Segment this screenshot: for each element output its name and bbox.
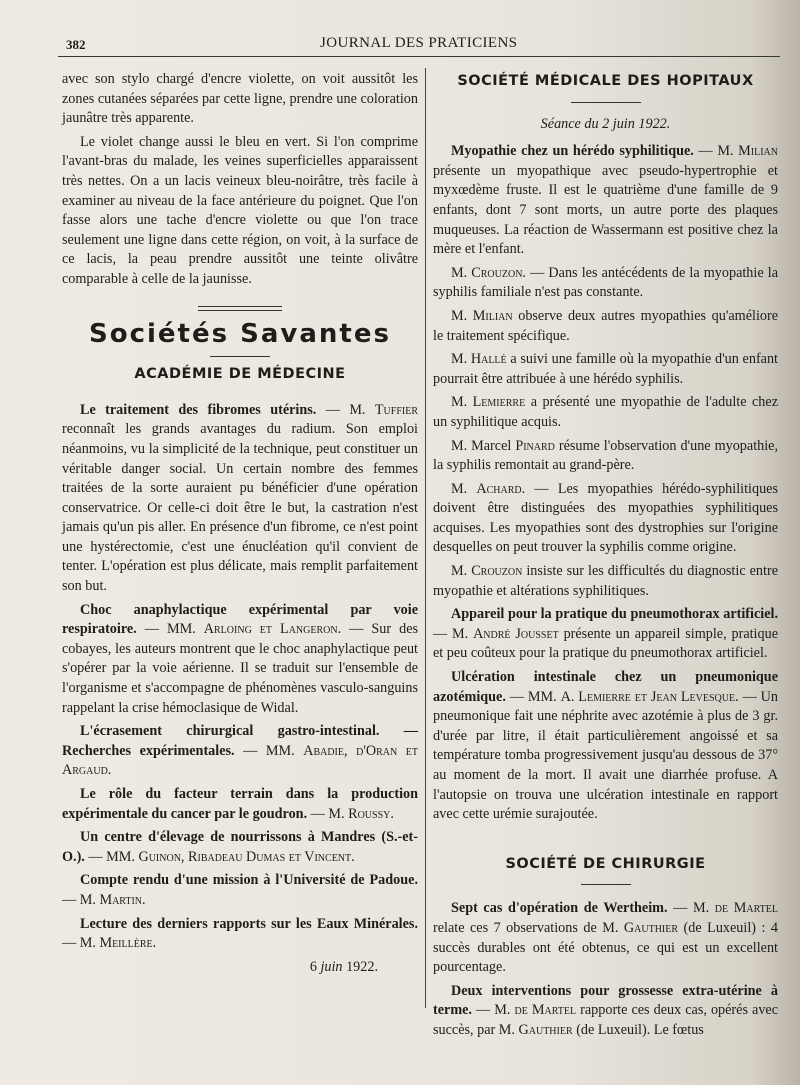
article-text: a suivi une famille où la myopathie d'un enfant pourrait être attribuée à une hérédo syphilis.: [433, 351, 778, 387]
title-rule: [210, 356, 270, 357]
article-text: présente un myopathique avec pseudo-hypertrophie et myxœdème fruste. Il est le quatrième d'une famille de 9 enfants, dont 7 sont morts, un autre porte des plaques muqueuses. La réaction de Wassermann est positive chez la mère et l'enfant.: [433, 162, 778, 258]
page-number: 382: [66, 37, 86, 52]
column-divider: [425, 68, 426, 1008]
author-name: André Jousset: [473, 625, 559, 642]
article-milian-2: M. Milian observe deux autres myopathies qu'améliore le traitement spécifique.: [433, 307, 779, 344]
seance-date: Séance du 2 juin 1922.: [540, 115, 671, 132]
article-achard: M. Achard. — Les myopathies hérédo-syphilitiques doivent être distinguées des myopathies syphilitiques acquises. Les myopathies sont des dystrophies sur l'origine desquelles on peut trouver la syphilis comme origine.: [433, 480, 778, 556]
article-title: Deux interventions pour grossesse extra-utérine à terme.: [433, 982, 778, 1019]
article-halle: M. Hallé a suivi une famille où la myopathie d'un enfant pourrait être attribuée à une hérédo syphilis.: [433, 351, 778, 387]
article-title: Un centre d'élevage de nourrissons à Mandres (S.-et-O.).: [62, 829, 418, 865]
article-fibromes: Le traitement des fibromes utérins. — M. Tuffier reconnaît les grands avantages du radium. Son emploi néanmoins, vu la simplicité de la technique, peut constituer un véritable danger social. Un certain nombre des femmes traitées de la sorte auraient pu bénéficier d'une opération conservatrice. Or celle-ci doit être le but, la castration n'est jamais qu'un pis aller. En présence d'un fibrome, ce n'est point une hystérectomie, c'est une énucléation qu'il convient de tenter. L'opération est plus délicate, mais remplit parfaitement son but.: [62, 401, 419, 595]
article-myopathie: Myopathie chez un hérédo syphilitique. — M. Milian présente un myopathique avec pseudo-hypertrophie et myxœdème fruste. Il est le quatrième d'une famille de 9 enfants, dont 7 sont morts, un autre porte des plaques muqueuses. La réaction de Wassermann est positive chez la mère et l'enfant.: [433, 143, 778, 258]
article-compte: Compte rendu d'une mission à l'Université de Padoue. — M. Martin.: [62, 872, 418, 908]
author-name: Crouzon: [471, 563, 523, 580]
author-name: Hallé: [470, 351, 507, 368]
title-rule: [581, 884, 631, 885]
article-text: Dans les antécédents de la myopathie la syphilis familiale n'est pas constante.: [433, 264, 778, 301]
article-text: (de Luxeuil). Le fœtus: [576, 1021, 704, 1038]
article-text: Un pneumonique fait une néphrite avec azotémie à plus de 3 gr. d'urée par litre, il était particulièrement angoissé et sa température tomba progressivement jusqu'au dessous de 37° au moment de la mort. Il avait une diarrhée profuse. A l'autopsie on trouva une ulcération intestinale en rapport avec cette urémie surajoutée.: [433, 688, 779, 823]
article-title: Ulcération intestinale chez un pneumonique azotémique.: [433, 669, 778, 705]
author-name: Pinard: [515, 437, 555, 454]
author-name: Tuffier: [374, 401, 419, 418]
chirurgie-title: SOCIÉTÉ DE CHIRURGIE: [505, 855, 706, 872]
article-text: rapporte ces deux cas, opérés avec succès, par M.: [433, 1002, 779, 1038]
article-ulceration: Ulcération intestinale chez un pneumonique azotémique. — MM. A. Lemierre et Jean Levesque. — Un pneumonique fait une néphrite avec azotémie à plus de 3 gr. d'urée par litre, il était particulièrement angoissé et sa température tomba progressivement jusqu'au dessous de 37° au moment de la mort. Il avait une diarrhée profuse. A l'autopsie on trouva une ulcération intestinale en rapport avec cette urémie surajoutée.: [433, 669, 779, 823]
article-title: Le traitement des fibromes utérins.: [80, 401, 317, 418]
article-centre: Un centre d'élevage de nourrissons à Mandres (S.-et-O.). — MM. Guinon, Ribadeau Dumas et Vincent.: [62, 829, 418, 865]
intro-paragraph-1: avec son stylo chargé d'encre violette, on voit aussitôt les zones cutanées séparées par cette ligne, prendre une coloration jaunâtre très apparente.: [62, 71, 418, 127]
author-name: Milian: [738, 143, 778, 160]
article-text: observe deux autres myopathies qu'améliore le traitement spécifique.: [433, 307, 779, 344]
date-year: 1922.: [342, 958, 378, 975]
article-title: Le rôle du facteur terrain dans la production expérimentale du cancer par le goudron.: [62, 786, 418, 822]
author-first-name: Marcel: [471, 437, 512, 454]
article-title: Sept cas d'opération de Wertheim.: [451, 900, 668, 917]
page-header: [58, 30, 780, 57]
left-column: [62, 70, 418, 981]
academie-title: ACADÉMIE DE MÉDECINE: [134, 366, 346, 383]
article-text: a présenté une myopathie de l'adulte chez un syphilitique acquis.: [433, 394, 778, 430]
author-name: Milian: [472, 307, 513, 324]
article-ecrasement: L'écrasement chirurgical gastro-intestinal. — Recherches expérimentales. — MM. Abadie, d'Oran et Argaud.: [62, 723, 419, 779]
article-title: Compte rendu d'une mission à l'Université de Padoue.: [80, 872, 418, 889]
author-name: Abadie, d'Oran et Argaud.: [62, 742, 419, 779]
journal-title: JOURNAL DES PRATICIENS: [320, 35, 518, 51]
article-text: (de Luxeuil) : 4 succès durables ont été obtenus, ce qui est un excellent pourcentage.: [433, 919, 779, 976]
article-text: résume l'observation d'une myopathie, la syphilis remontait au grand-père.: [433, 437, 779, 474]
article-crouzon-2: M. Crouzon insiste sur les difficultés du diagnostic entre myopathie et altérations syphilitiques.: [433, 563, 778, 599]
article-text: insiste sur les difficultés du diagnostic entre myopathie et altérations syphilitiques.: [433, 563, 778, 599]
author-name: Martin.: [99, 891, 146, 908]
author-name: Gauthier: [518, 1021, 573, 1038]
author-name: de Martel: [514, 1002, 577, 1019]
article-lemierre: M. Lemierre a présenté une myopathie de l'adulte chez un syphilitique acquis.: [433, 394, 778, 430]
section-rule: [198, 306, 282, 311]
societes-savantes-title: Sociétés Savantes: [89, 318, 391, 349]
article-title: L'écrasement chirurgical gastro-intestinal. — Recherches expérimentales.: [62, 723, 418, 759]
article-lecture: Lecture des derniers rapports sur les Eaux Minérales. — M. Meillère.: [62, 915, 418, 952]
date-month: juin: [320, 958, 343, 975]
author-name: A. Lemierre et Jean Levesque.: [560, 688, 739, 705]
author-name: Arloing et Langeron: [203, 621, 338, 638]
article-pinard: M. Marcel Pinard résume l'observation d'une myopathie, la syphilis remontait au grand-père.: [433, 437, 779, 474]
article-appareil: Appareil pour la pratique du pneumothorax artificiel. — M. André Jousset présente un appareil simple, pratique et peu coûteux pour la pratique du pneumothorax artificiel.: [433, 606, 778, 662]
author-name: Roussy.: [348, 805, 394, 822]
article-text: relate ces 7 observations de M.: [433, 919, 619, 936]
author-name: Gauthier: [623, 919, 679, 936]
title-rule: [571, 102, 641, 103]
article-crouzon-1: M. Crouzon. — Dans les antécédents de la myopathie la syphilis familiale n'est pas constante.: [433, 264, 778, 301]
article-choc: Choc anaphylactique expérimental par voie respiratoire. — MM. Arloing et Langeron. — Sur des cobayes, les auteurs montrent que le choc anaphylactique peut s'opérer par la voie aérienne. Il se traduit sur l'ensemble de l'organisme et s'accompagne de phénomènes vasculo-sanguins rappelant la crise hémoclasique de Widal.: [62, 601, 419, 716]
article-title: Choc anaphylactique expérimental par voie respiratoire.: [62, 601, 418, 638]
date-day: 6: [309, 958, 321, 975]
article-text: Sur des cobayes, les auteurs montrent que le choc anaphylactique peut s'opérer par la voie aérienne. Il se traduit sur l'ensemble de l'organisme et s'accompagne de phénomènes vasculo-sanguins rappelant la crise hémoclasique de Widal.: [62, 621, 419, 716]
article-deux-interventions: Deux interventions pour grossesse extra-utérine à terme. — M. de Martel rapporte ces deux cas, opérés avec succès, par M. Gauthier (de Luxeuil). Le fœtus: [433, 982, 779, 1038]
intro-paragraph-2: Le violet change aussi le bleu en vert. Si l'on comprime l'avant-bras du malade, les veines superficielles apparaissent très nettes. On a un lacis veineux bleu-noirâtre, très facile à examiner au niveau de la face antérieure du poignet. Que l'on fasse alors une tache d'encre violette ou que l'on trace seulement une ligne dans cette région, on voit, à la surface de ce lacis, la peau prendre aussitôt une teinte olivâtre comparable à celle de la jaunisse.: [62, 133, 418, 287]
author-name: Achard.: [476, 480, 526, 497]
author-name: Guinon, Ribadeau Dumas et Vincent.: [138, 848, 355, 865]
hopitaux-title: SOCIÉTÉ MÉDICALE DES HOPITAUX: [457, 73, 754, 89]
author-name: de Martel: [714, 900, 778, 917]
article-text: reconnaît les grands avantages du radium. Son emploi néanmoins, vu la simplicité de la technique, peut constituer un véritable danger social. Un certain nombre des femmes traitées de la sorte auraient pu bénéficier d'une opération conservatrice. Or celle-ci doit être le but, la castration n'est jamais qu'un pis aller. En présence d'un fibrome, ce n'est point une hystérectomie, c'est une énucléation qu'il convient de tenter. L'opération est plus délicate, mais remplit parfaitement son but.: [62, 421, 418, 595]
author-name: Lemierre: [472, 394, 526, 411]
author-name: Meillère.: [99, 935, 157, 952]
article-text: présente un appareil simple, pratique et peu coûteux pour la pratique du pneumothorax artificiel.: [433, 625, 778, 662]
article-text: Les myopathies hérédo-syphilitiques doivent être distinguées des myopathies syphilitiques acquises. Les myopathies sont des dystrophies sur l'origine desquelles on peut trouver la syphilis comme origine.: [433, 480, 778, 556]
author-name: Crouzon.: [471, 264, 526, 281]
right-column: [433, 70, 778, 1045]
article-title: Lecture des derniers rapports sur les Eaux Minérales.: [80, 915, 418, 932]
article-title: Appareil pour la pratique du pneumothorax artificiel.: [451, 606, 778, 623]
article-role: Le rôle du facteur terrain dans la production expérimentale du cancer par le goudron. — M. Roussy.: [62, 786, 418, 822]
article-title: Myopathie chez un hérédo syphilitique.: [451, 143, 694, 160]
article-wertheim: Sept cas d'opération de Wertheim. — M. de Martel relate ces 7 observations de M. Gauthier (de Luxeuil) : 4 succès durables ont été obtenus, ce qui est un excellent pourcentage.: [433, 900, 779, 976]
date-line: [62, 958, 418, 978]
